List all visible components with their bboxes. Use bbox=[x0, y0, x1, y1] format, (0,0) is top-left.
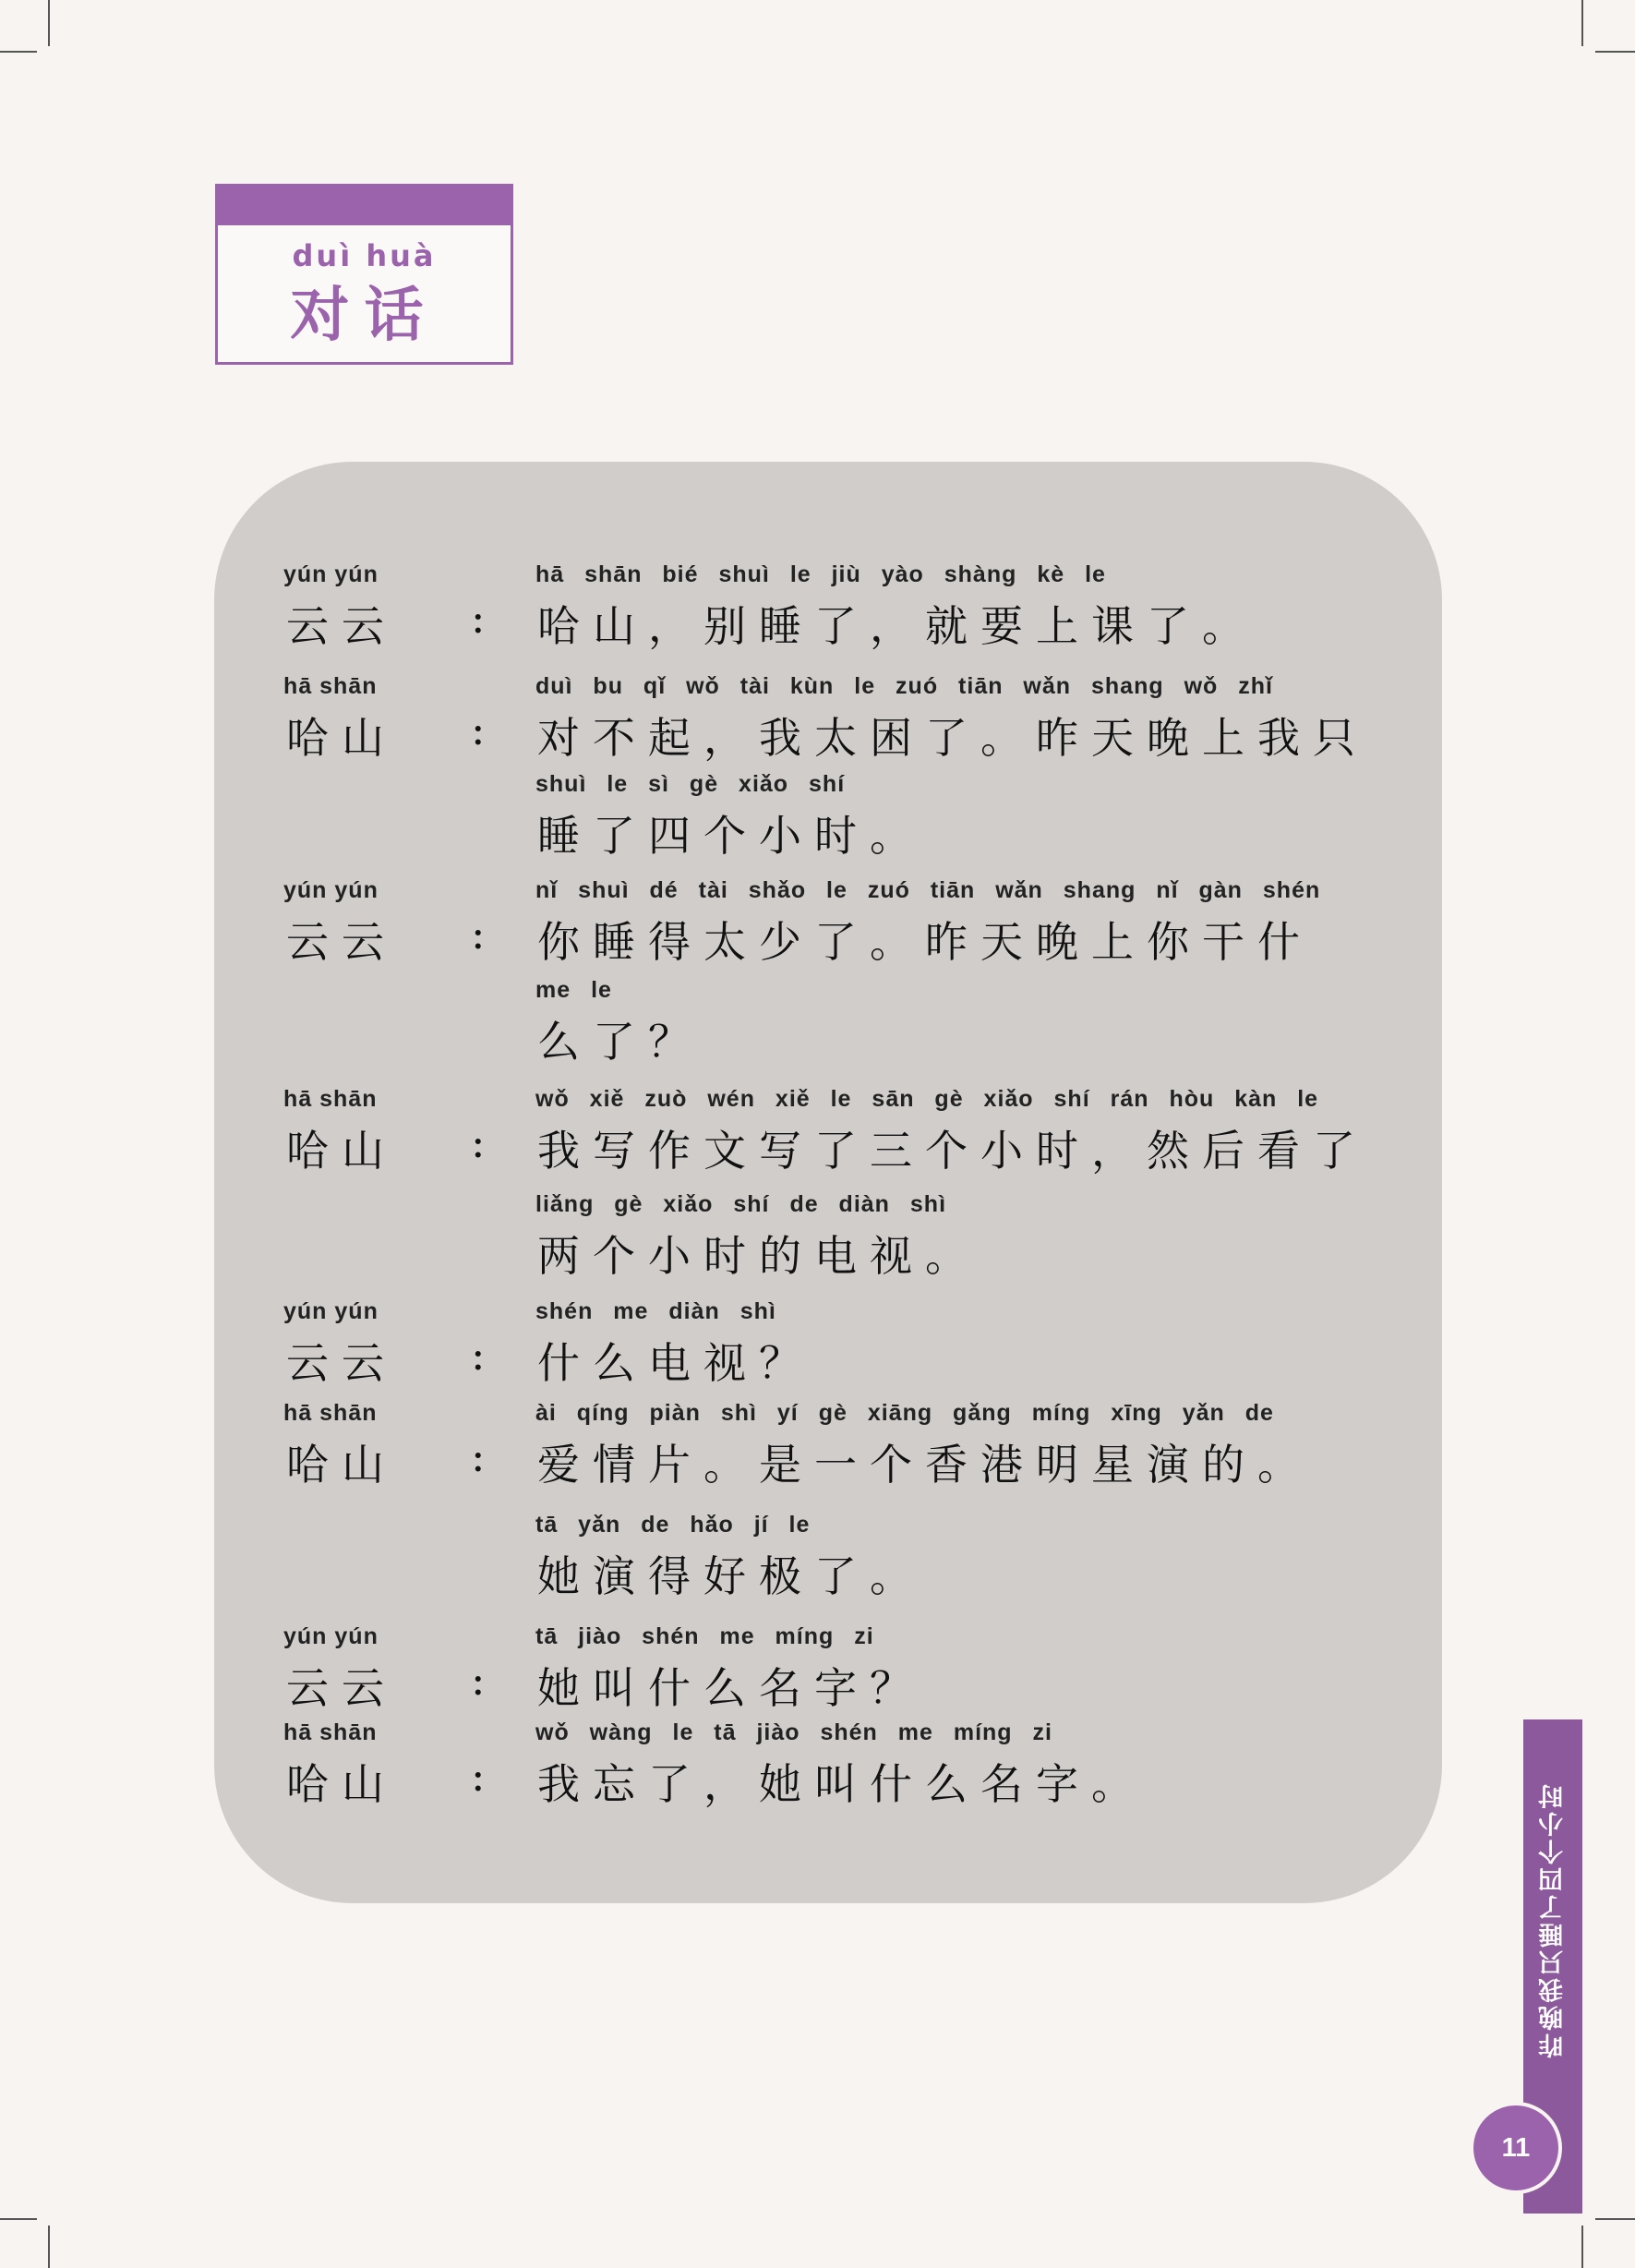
line-pinyin: tā jiào shén me míng zi bbox=[535, 1623, 874, 1649]
crop-mark-bl-h bbox=[0, 2218, 37, 2220]
speaker-name: 哈山 bbox=[286, 1440, 397, 1490]
section-title: 对话 bbox=[290, 281, 439, 350]
speaker-pinyin: hā shān bbox=[283, 1086, 378, 1112]
speaker-pinyin: yún yún bbox=[283, 1623, 379, 1649]
section-title-box bbox=[215, 184, 513, 365]
line-text: 我写作文写了三个小时，然后看了 bbox=[537, 1126, 1368, 1176]
dialogue-panel bbox=[214, 462, 1442, 1903]
line-pinyin: nǐ shuì dé tài shǎo le zuó tiān wǎn shang nǐ gàn shén bbox=[535, 877, 1321, 903]
speaker-colon: : bbox=[471, 1330, 486, 1380]
crop-mark-tl-v bbox=[48, 0, 50, 46]
line-text: 什么电视？ bbox=[537, 1338, 814, 1388]
speaker-pinyin: hā shān bbox=[283, 1400, 378, 1426]
speaker-colon: : bbox=[471, 1751, 486, 1801]
speaker-colon: : bbox=[471, 705, 486, 754]
line-pinyin: ài qíng piàn shì yí gè xiāng gǎng míng xīng yǎn de bbox=[535, 1400, 1274, 1426]
title-accent-bar bbox=[218, 187, 511, 225]
line-pinyin: shén me diàn shì bbox=[535, 1298, 776, 1324]
speaker-colon: : bbox=[471, 909, 486, 959]
line-text: 睡了四个小时。 bbox=[537, 811, 925, 861]
line-text: 两个小时的电视。 bbox=[537, 1231, 980, 1281]
crop-mark-br-v bbox=[1581, 2226, 1583, 2268]
speaker-colon: : bbox=[471, 1655, 486, 1705]
crop-mark-br-h bbox=[1595, 2218, 1635, 2220]
speaker-name: 哈山 bbox=[286, 1759, 397, 1809]
speaker-pinyin: hā shān bbox=[283, 673, 378, 699]
speaker-name: 云云 bbox=[286, 601, 397, 651]
crop-mark-bl-v bbox=[48, 2226, 50, 2268]
line-pinyin: tā yǎn de hǎo jí le bbox=[535, 1512, 811, 1538]
line-text: 哈山，别睡了，就要上课了。 bbox=[537, 601, 1257, 651]
line-pinyin: hā shān bié shuì le jiù yào shàng kè le bbox=[535, 561, 1106, 587]
speaker-name: 哈山 bbox=[286, 713, 397, 763]
speaker-name: 云云 bbox=[286, 1338, 397, 1388]
crop-mark-tr-v bbox=[1581, 0, 1583, 46]
line-pinyin: wǒ wàng le tā jiào shén me míng zi bbox=[535, 1719, 1052, 1745]
crop-mark-tl-h bbox=[0, 51, 37, 53]
speaker-name: 哈山 bbox=[286, 1126, 397, 1176]
chapter-title-vertical: 昨晚我只睡了四个小时 bbox=[1538, 1781, 1568, 2058]
line-pinyin: liǎng gè xiǎo shí de diàn shì bbox=[535, 1191, 947, 1217]
speaker-pinyin: yún yún bbox=[283, 561, 379, 587]
crop-mark-tr-h bbox=[1595, 51, 1635, 53]
line-text: 她叫什么名字？ bbox=[537, 1663, 925, 1713]
line-pinyin: me le bbox=[535, 977, 612, 1003]
line-text: 爱情片。是一个香港明星演的。 bbox=[537, 1440, 1313, 1490]
line-text: 她演得好极了。 bbox=[537, 1551, 925, 1601]
speaker-name: 云云 bbox=[286, 917, 397, 967]
speaker-pinyin: hā shān bbox=[283, 1719, 378, 1745]
speaker-pinyin: yún yún bbox=[283, 877, 379, 903]
line-text: 对不起，我太困了。昨天晚上我只 bbox=[537, 713, 1368, 763]
chapter-title-container bbox=[1523, 1767, 1582, 2072]
speaker-name: 云云 bbox=[286, 1663, 397, 1713]
line-pinyin: shuì le sì gè xiǎo shí bbox=[535, 771, 846, 797]
speaker-pinyin: yún yún bbox=[283, 1298, 379, 1324]
line-pinyin: duì bu qǐ wǒ tài kùn le zuó tiān wǎn shang wǒ zhǐ bbox=[535, 673, 1273, 699]
speaker-colon: : bbox=[471, 1431, 486, 1481]
line-text: 你睡得太少了。昨天晚上你干什 bbox=[537, 917, 1313, 967]
speaker-colon: : bbox=[471, 1117, 486, 1167]
page-number: 11 bbox=[1501, 2132, 1531, 2163]
page-number-badge bbox=[1470, 2102, 1562, 2194]
section-title-pinyin: duì huà bbox=[292, 238, 437, 273]
line-text: 么了？ bbox=[537, 1017, 703, 1067]
speaker-colon: : bbox=[471, 593, 486, 643]
line-text: 我忘了，她叫什么名字。 bbox=[537, 1759, 1147, 1809]
line-pinyin: wǒ xiě zuò wén xiě le sān gè xiǎo shí rán hòu kàn le bbox=[535, 1086, 1319, 1112]
